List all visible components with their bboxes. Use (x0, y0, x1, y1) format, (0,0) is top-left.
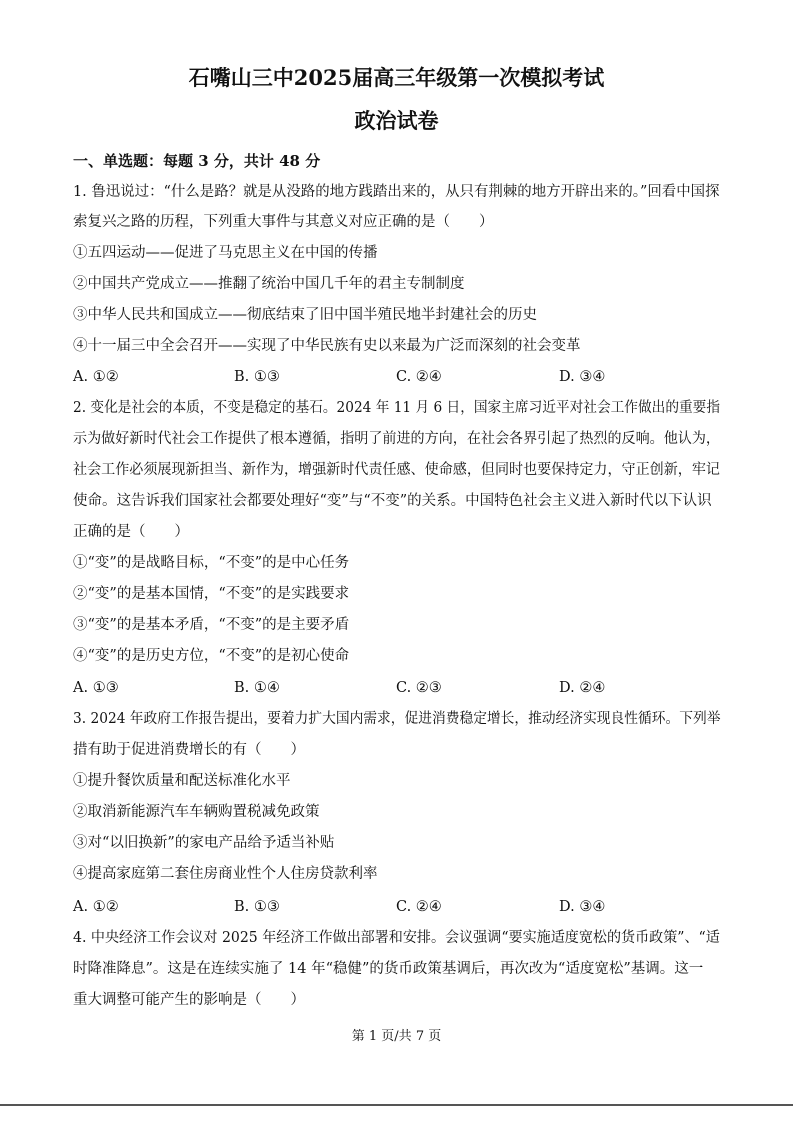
q3-option-c: C. ②④ (396, 899, 442, 915)
q2-item-1: ①“变”的是战略目标，“不变”的是中心任务 (73, 555, 350, 571)
q3-stem-line-1: 3. 2024 年政府工作报告提出，要着力扩大国内需求，促进消费稳定增长，推动经济实现良性循环。下列举 (73, 711, 721, 727)
bottom-divider (0, 1104, 793, 1106)
q4-stem-line-2: 时降准降息”。这是在连续实施了 14 年“稳健”的货币政策基调后，再次改为“适度宽松”基调。这一 (73, 961, 704, 977)
q1-stem-line-1: 1. 鲁迅说过：“什么是路？就是从没路的地方践踏出来的，从只有荆棘的地方开辟出来的。”回看中国探 (73, 184, 720, 200)
q2-option-b: B. ①④ (234, 680, 280, 696)
q1-options (73, 367, 673, 387)
q3-option-a: A. ①② (73, 899, 119, 915)
q1-item-3: ③中华人民共和国成立——彻底结束了旧中国半殖民地半封建社会的历史 (73, 307, 537, 323)
q2-stem-line-4: 使命。这告诉我们国家社会都要处理好“变”与“不变”的关系。中国特色社会主义进入新时代以下认识 (73, 493, 712, 509)
q2-item-4: ④“变”的是历史方位，“不变”的是初心使命 (73, 648, 350, 664)
q2-option-d: D. ②④ (559, 680, 606, 696)
q3-stem-line-2: 措有助于促进消费增长的有（ ） (73, 742, 305, 758)
exam-title: 石嘴山三中2025届高三年级第一次模拟考试 (188, 65, 605, 90)
q2-stem-line-5: 正确的是（ ） (73, 524, 189, 540)
q4-stem-line-3: 重大调整可能产生的影响是（ ） (73, 992, 305, 1008)
q3-item-4: ④提高家庭第二套住房商业性个人住房贷款利率 (73, 866, 378, 882)
q2-option-c: C. ②③ (396, 680, 442, 696)
q3-options (73, 897, 673, 917)
q1-option-b: B. ①③ (234, 369, 280, 385)
section-heading: 一、单选题：每题 3 分，共计 48 分 (73, 152, 321, 170)
q2-item-3: ③“变”的是基本矛盾，“不变”的是主要矛盾 (73, 617, 350, 633)
q1-item-1: ①五四运动——促进了马克思主义在中国的传播 (73, 245, 378, 261)
q3-option-d: D. ③④ (559, 899, 606, 915)
q3-item-2: ②取消新能源汽车车辆购置税减免政策 (73, 804, 320, 820)
q3-option-b: B. ①③ (234, 899, 280, 915)
q3-item-3: ③对“以旧换新”的家电产品给予适当补贴 (73, 835, 335, 851)
q2-option-a: A. ①③ (73, 680, 119, 696)
q1-option-c: C. ②④ (396, 369, 442, 385)
q1-stem-line-2: 索复兴之路的历程，下列重大事件与其意义对应正确的是（ ） (73, 214, 494, 230)
exam-subject: 政治试卷 (354, 108, 439, 133)
q4-stem-line-1: 4. 中央经济工作会议对 2025 年经济工作做出部署和安排。会议强调“要实施适度宽松的货币政策”、“适 (73, 930, 720, 946)
q2-stem-line-2: 示为做好新时代社会工作提供了根本遵循，指明了前进的方向，在社会各界引起了热烈的反响。他认为， (73, 431, 720, 447)
q2-item-2: ②“变”的是基本国情，“不变”的是实践要求 (73, 586, 350, 602)
q2-options (73, 678, 673, 698)
q3-item-1: ①提升餐饮质量和配送标准化水平 (73, 773, 291, 789)
page-number: 第 1 页/共 7 页 (351, 1029, 442, 1044)
q1-option-a: A. ①② (73, 369, 119, 385)
q1-item-4: ④十一届三中全会召开——实现了中华民族有史以来最为广泛而深刻的社会变革 (73, 338, 581, 354)
q1-option-d: D. ③④ (559, 369, 606, 385)
q2-stem-line-3: 社会工作必须展现新担当、新作为，增强新时代责任感、使命感，但同时也要保持定力，守正创新，牢记 (73, 462, 720, 478)
q1-item-2: ②中国共产党成立——推翻了统治中国几千年的君主专制制度 (73, 276, 465, 292)
q2-stem-line-1: 2. 变化是社会的本质，不变是稳定的基石。2024 年 11 月 6 日，国家主席习近平对社会工作做出的重要指 (73, 400, 721, 416)
